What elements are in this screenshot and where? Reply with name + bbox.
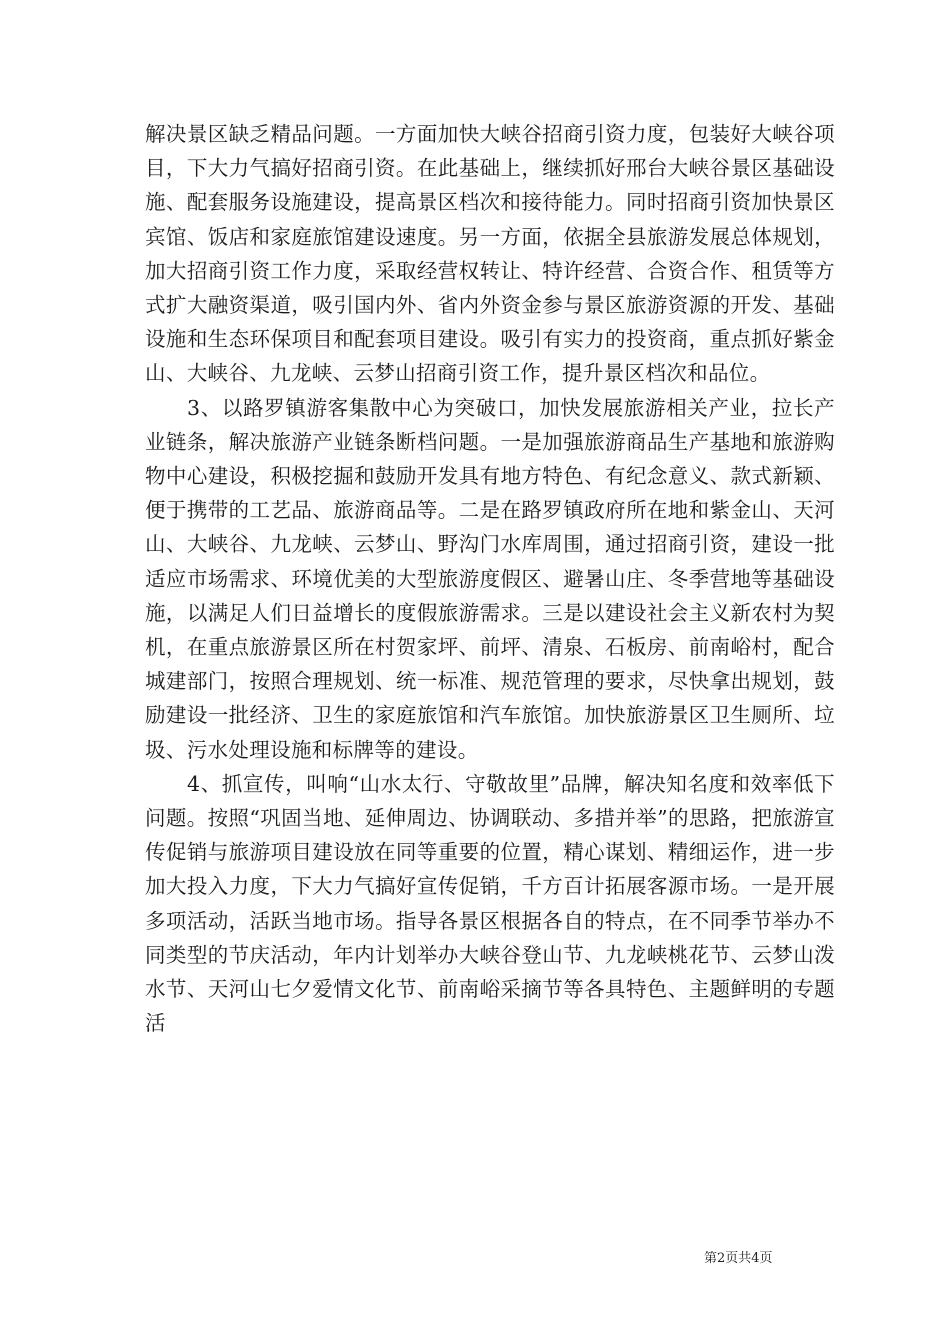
body-text <box>145 117 835 1040</box>
paragraph-2: 3、以路罗镇游客集散中心为突破口，加快发展旅游相关产业，拉长产业链条，解决旅游产业链条断档问题。一是加强旅游商品生产基地和旅游购物中心建设，积极挖掘和鼓励开发具有地方特色、有纪念意义、款式新颖、便于携带的工艺品、旅游商品等。二是在路罗镇政府所在地和紫金山、天河山、大峡谷、九龙峡、云梦山、野沟门水库周围，通过招商引资，建设一批适应市场需求、环境优美的大型旅游度假区、避暑山庄、冬季营地等基础设施，以满足人们日益增长的度假旅游需求。三是以建设社会主义新农村为契机，在重点旅游景区所在村贺家坪、前坪、清泉、石板房、前南峪村，配合城建部门，按照合理规划、统一标准、规范管理的要求，尽快拿出规划，鼓励建设一批经济、卫生的家庭旅馆和汽车旅馆。加快旅游景区卫生厕所、垃圾、污水处理设施和标牌等的建设。 <box>145 395 835 762</box>
page-number-label: 第2页共4页 <box>704 1251 773 1266</box>
paragraph-3: 4、抓宣传，叫响“山水太行、守敬故里”品牌，解决知名度和效率低下问题。按照“巩固当地、延伸周边、协调联动、多措并举”的思路，把旅游宣传促销与旅游项目建设放在同等重要的位置，精心谋划、精细运作，进一步加大投入力度，下大力气搞好宣传促销，千方百计拓展客源市场。一是开展多项活动，活跃当地市场。指导各景区根据各自的特点，在不同季节举办不同类型的节庆活动，年内计划举办大峡谷登山节、九龙峡桃花节、云梦山泼水节、天河山七夕爱情文化节、前南峪采摘节等各具特色、主题鲜明的专题活 <box>145 771 835 1036</box>
paragraph-1: 解决景区缺乏精品问题。一方面加快大峡谷招商引资力度，包装好大峡谷项目，下大力气搞好招商引资。在此基础上，继续抓好邢台大峡谷景区基础设施、配套服务设施建设，提高景区档次和接待能力。同时招商引资加快景区宾馆、饭店和家庭旅馆建设速度。另一方面，依据全县旅游发展总体规划，加大招商引资工作力度，采取经营权转让、特许经营、合资合作、租赁等方式扩大融资渠道，吸引国内外、省内外资金参与景区旅游资源的开发、基础设施和生态环保项目和配套项目建设。吸引有实力的投资商，重点抓好紫金山、大峡谷、九龙峡、云梦山招商引资工作，提升景区档次和品位。 <box>145 122 835 386</box>
